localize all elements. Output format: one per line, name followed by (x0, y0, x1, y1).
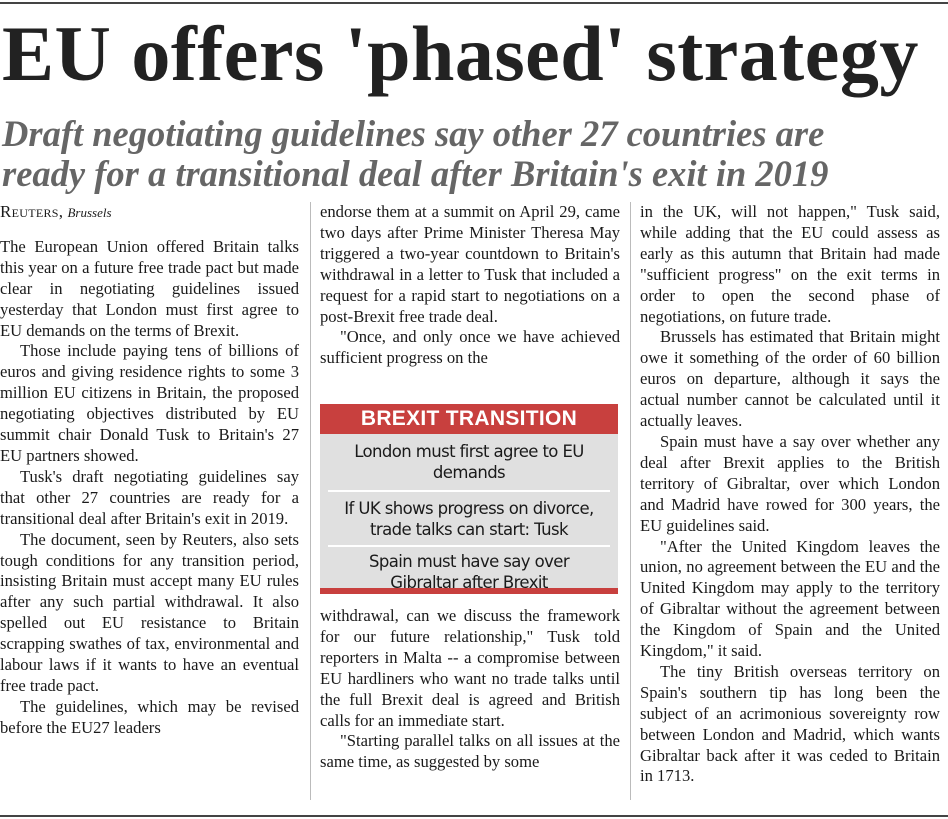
bottom-rule (0, 815, 948, 817)
paragraph: endorse them at a summit on April 29, came two days after Prime Minister Theresa May triggered a two-year countdown to Britain's withdrawal in a letter to Tusk that included a request for a rapid start to negotiations on a post-Brexit free trade deal. (320, 202, 620, 326)
paragraph: The European Union offered Britain talks this year on a future free trade pact but made clear in negotiating guidelines issued yesterday that London must first agree to EU demands on the terms of Brexit. (0, 236, 299, 340)
infobox-item-line: Gibraltar after Brexit (390, 573, 548, 592)
subhead-line-2: ready for a transitional deal after Britain's exit in 2019 (2, 153, 829, 194)
byline-agency: Reuters, (0, 202, 64, 221)
column-2-top (320, 202, 620, 369)
infobox-item (328, 492, 610, 547)
headline: EU offers 'phased' strategy (2, 10, 919, 97)
column-divider (310, 202, 311, 800)
top-rule (0, 2, 948, 4)
brexit-transition-box (320, 404, 618, 594)
subhead-line-1: Draft negotiating guidelines say other 27 countries are (2, 113, 825, 154)
infobox-item (328, 547, 610, 593)
column-3 (640, 202, 940, 787)
infobox-item-line: If UK shows progress on divorce, (344, 499, 594, 518)
infobox-title: BREXIT TRANSITION (320, 404, 618, 434)
infobox-item-line: Spain must have say over (368, 552, 570, 571)
paragraph: withdrawal, can we discuss the framework for our future relationship," Tusk told reporters in Malta -- a compromise between EU hardliners who want no trade talks until the full Brexit deal is agreed and British calls for an immediate start. (320, 606, 620, 730)
infobox-item: London must first agree to EU demands (328, 434, 610, 492)
column-divider (630, 202, 631, 800)
paragraph: Tusk's draft negotiating guidelines say that other 27 countries are ready for a transitional deal after Britain's exit in 2019. (0, 466, 299, 528)
paragraph: Those include paying tens of billions of euros and giving residence rights to some 3 million EU citizens in Britain, the proposed negotiating objectives distributed by EU summit chair Donald Tusk to Britain's 27 EU partners showed. (0, 341, 299, 465)
paragraph: in the UK, will not happen," Tusk said, while adding that the EU could assess as early as this autumn that Britain had made "sufficient progress" on the exit terms in order to open the second phase of negotiations, on future trade. (640, 202, 940, 326)
paragraph: Spain must have a say over whether any deal after Brexit applies to the British territory of Gibraltar, over which London and Madrid have rowed for 300 years, the EU guidelines said. (640, 431, 940, 535)
paragraph: "After the United Kingdom leaves the union, no agreement between the EU and the United Kingdom may apply to the territory of Gibraltar without the agreement between the Kingdom of Spain and the United Kingdom," it said. (640, 536, 940, 661)
paragraph: The tiny British overseas territory on Spain's southern tip has long been the subject of an acrimonious sovereignty row between London and Madrid, which wants Gibraltar back after it was ceded to Britain in 1713. (640, 661, 940, 786)
column-2-bottom (320, 606, 620, 773)
paragraph: The guidelines, which may be revised before the EU27 leaders (0, 696, 299, 737)
paragraph: The document, seen by Reuters, also sets tough conditions for any transition period, insisting Britain must accept many EU rules after any such partial withdrawal. It also spelled out EU resistance to Britain scrapping swathes of tax, environmental and labour laws if it wants to have an eventual free trade pact. (0, 529, 299, 695)
infobox-item-line: trade talks can start: Tusk (370, 520, 568, 539)
paragraph: "Starting parallel talks on all issues at the same time, as suggested by some (320, 731, 620, 772)
byline (0, 202, 299, 224)
column-1 (0, 202, 299, 739)
paragraph: Brussels has estimated that Britain might owe it something of the order of 60 billion euros on departure, although it says the actual number cannot be calculated until it actually leaves. (640, 327, 940, 431)
byline-location: Brussels (67, 205, 112, 220)
subheadline (2, 114, 946, 194)
paragraph: "Once, and only once we have achieved sufficient progress on the (320, 327, 620, 368)
